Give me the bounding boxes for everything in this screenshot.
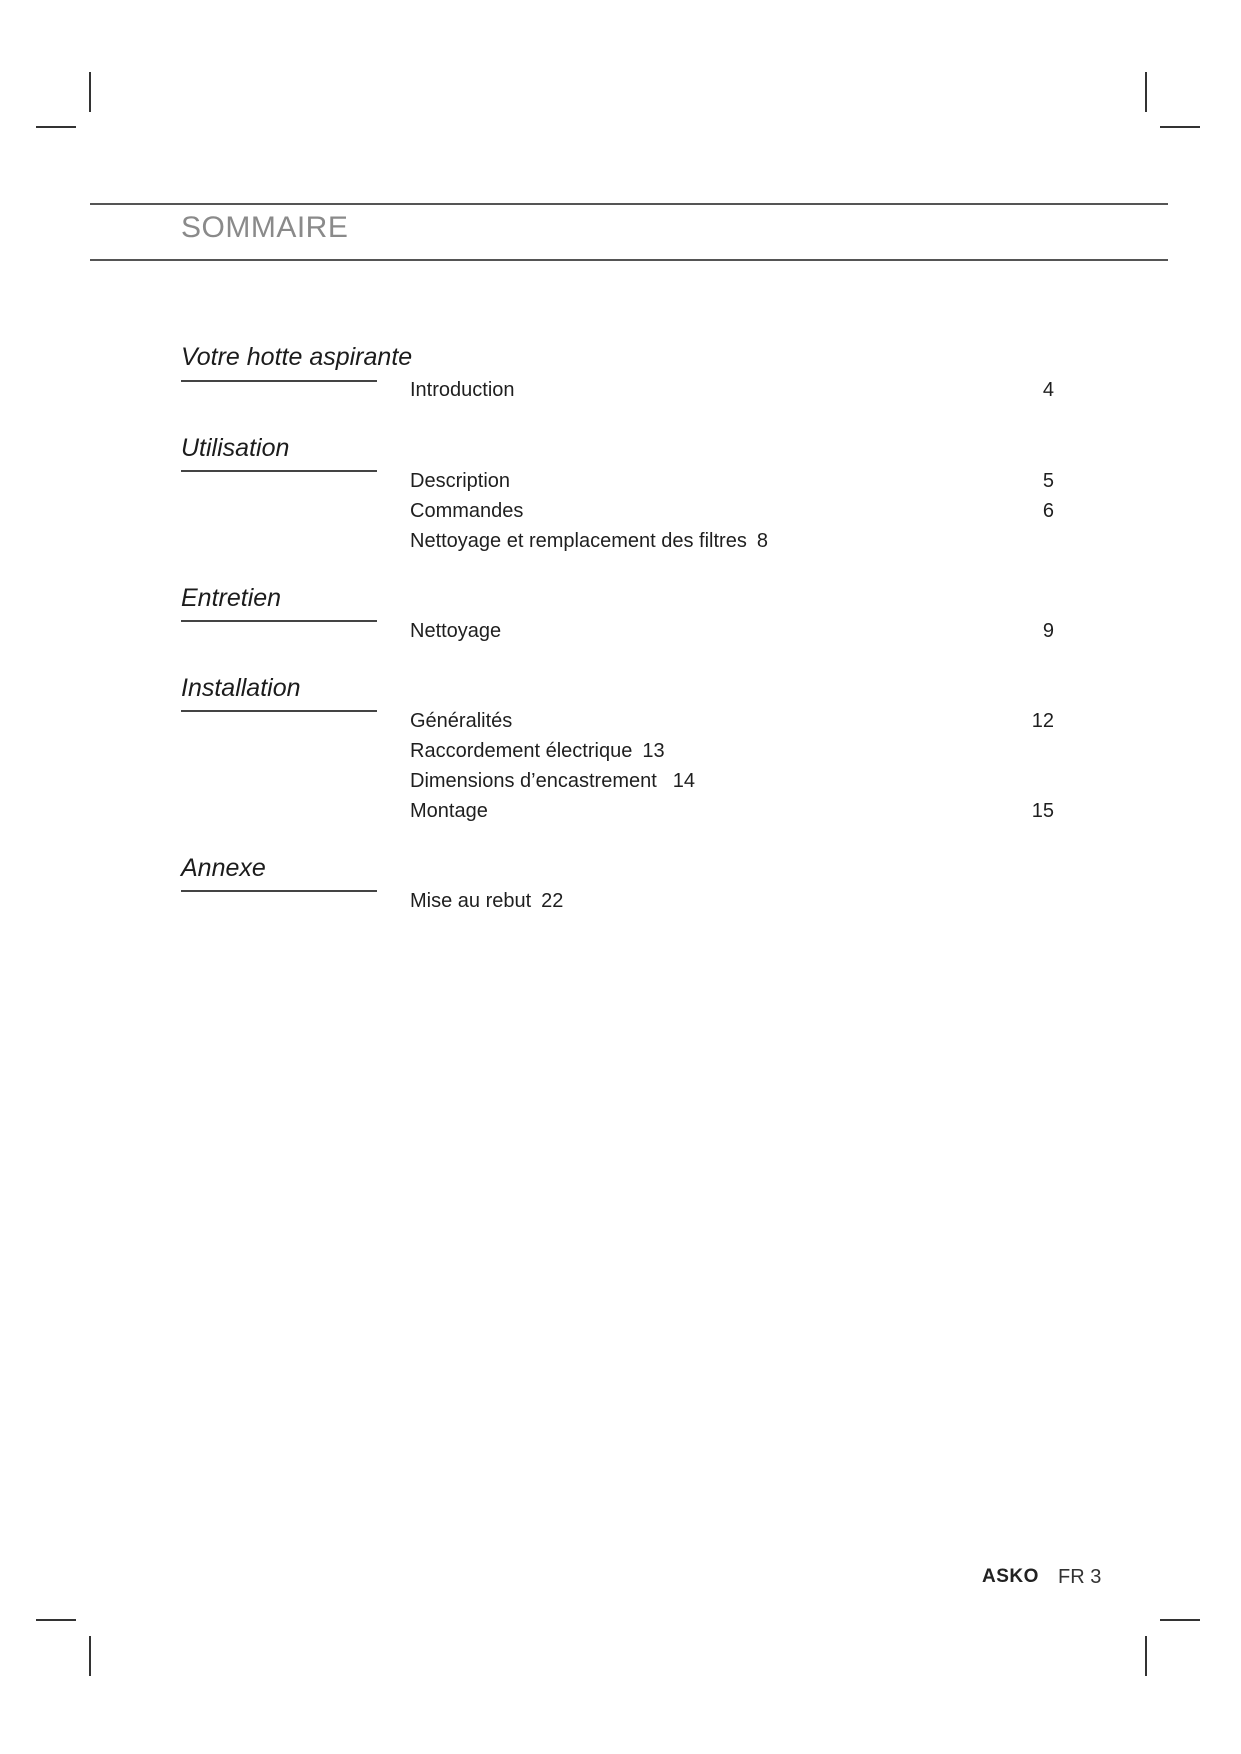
toc-page-number: 13 — [642, 740, 665, 762]
toc-entry: Nettoyage — [410, 620, 502, 642]
crop-mark — [1160, 1619, 1200, 1621]
toc-entry-label: Mise au rebut — [410, 890, 532, 912]
crop-mark — [36, 1619, 76, 1621]
brand-logo: ASKO — [982, 1566, 1039, 1587]
crop-mark — [89, 1636, 91, 1676]
toc-page-number: 12 — [1031, 710, 1054, 732]
toc-entry: Introduction — [410, 379, 515, 401]
section-rule — [181, 470, 377, 472]
toc-page-number: 22 — [541, 890, 564, 912]
section-title: Entretien — [181, 584, 282, 612]
section-title: Installation — [181, 674, 301, 702]
crop-mark — [36, 126, 76, 128]
toc-entry: Description — [410, 470, 511, 492]
section-rule — [181, 620, 377, 622]
crop-mark — [1145, 1636, 1147, 1676]
toc-page-number: 14 — [672, 770, 696, 792]
header-bottom-rule — [90, 259, 1168, 261]
toc-entry: Commandes — [410, 500, 524, 522]
toc-page-number: 15 — [1031, 800, 1054, 822]
toc-page-number: 8 — [756, 530, 768, 552]
page-number: FR 3 — [1058, 1566, 1102, 1588]
crop-mark — [89, 72, 91, 112]
toc-entry — [410, 741, 665, 761]
toc-entry — [410, 771, 695, 791]
crop-mark — [1160, 126, 1200, 128]
section-title: Utilisation — [181, 434, 290, 462]
header-top-rule — [90, 203, 1168, 205]
section-rule — [181, 380, 377, 382]
toc-page-number: 9 — [1042, 620, 1054, 642]
page-title: SOMMAIRE — [181, 211, 349, 244]
toc-page-number: 6 — [1042, 500, 1054, 522]
toc-entry: Montage — [410, 800, 488, 822]
section-title: Annexe — [181, 854, 266, 882]
toc-page-number: 4 — [1042, 379, 1054, 401]
toc-entry — [410, 891, 563, 911]
toc-entry-label: Raccordement électrique — [410, 740, 633, 762]
toc-entry: Généralités — [410, 710, 513, 732]
crop-mark — [1145, 72, 1147, 112]
section-rule — [181, 890, 377, 892]
section-rule — [181, 710, 377, 712]
toc-entry-label: Dimensions d’encastrement — [410, 770, 657, 792]
toc-entry — [410, 531, 768, 551]
toc-entry-label: Nettoyage et remplacement des filtres — [410, 530, 747, 552]
section-title: Votre hotte aspirante — [181, 343, 413, 371]
toc-page-number: 5 — [1042, 470, 1054, 492]
